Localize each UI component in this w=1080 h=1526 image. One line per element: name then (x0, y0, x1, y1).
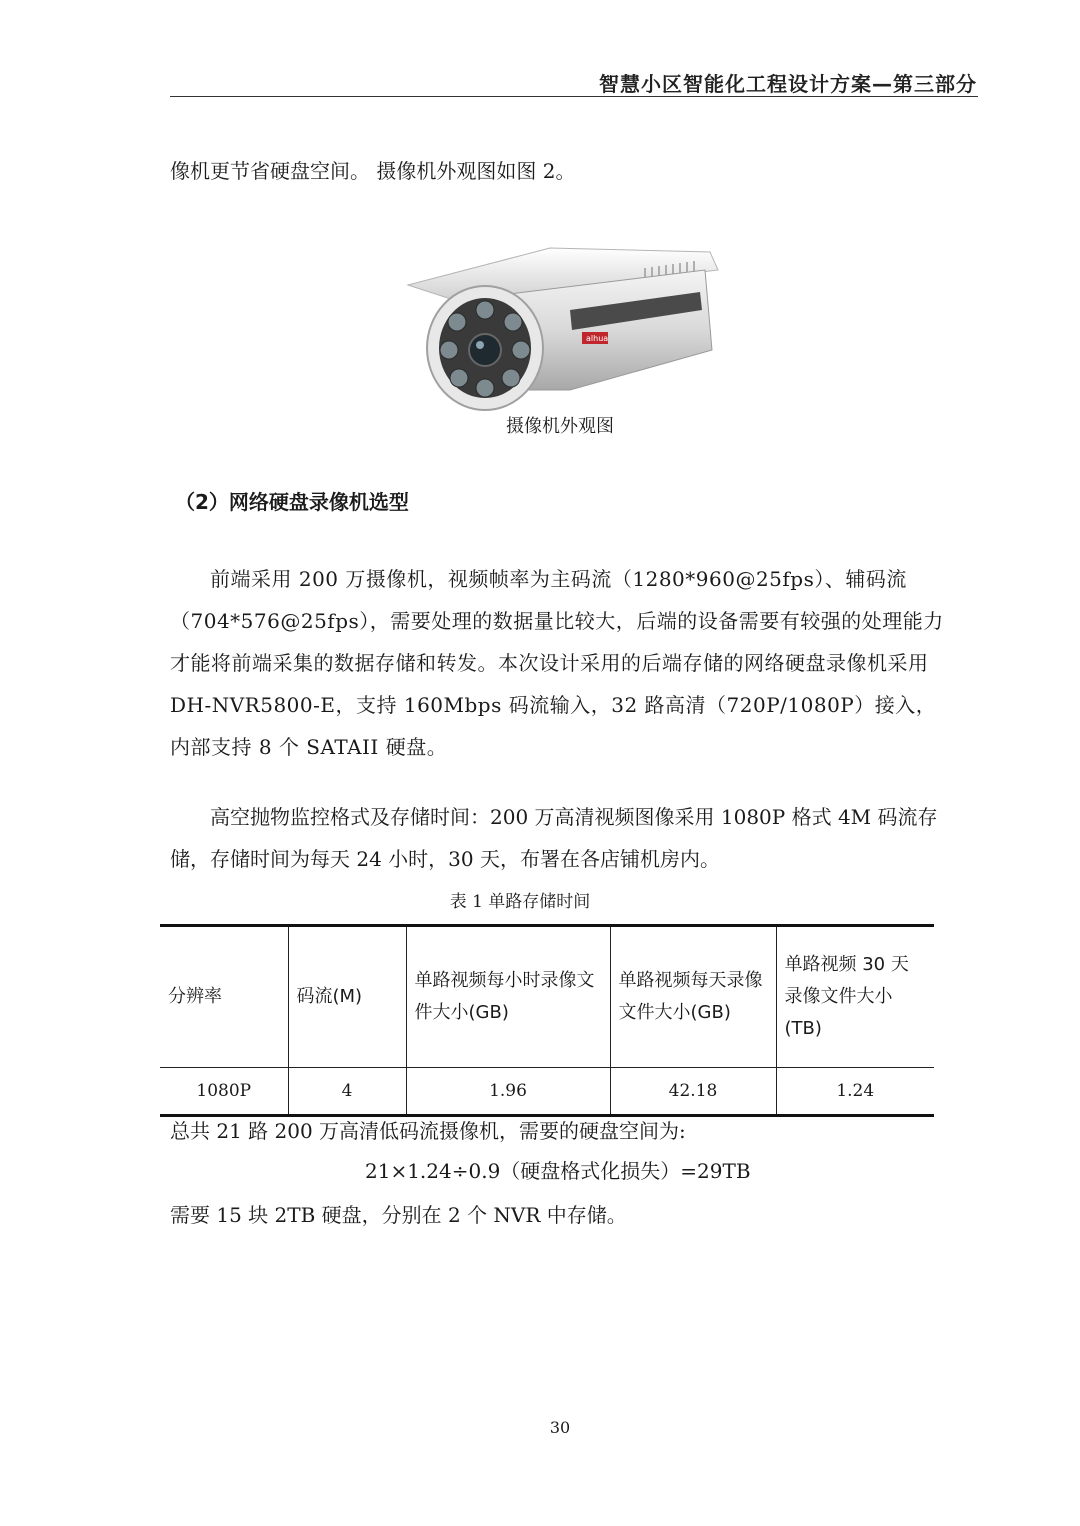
storage-time-table (160, 924, 934, 1117)
page-header-title: 智慧小区智能化工程设计方案—第三部分 (599, 72, 977, 96)
paragraph-nvr-selection: 前端采用 200 万摄像机，视频帧率为主码流（1280*960@25fps）、辅码流（704*576@25fps），需要处理的数据量比较大，后端的设备需要有较强的处理能力才能将前端采集的数据存储和转发。本次设计采用的后端存储的网络硬盘录像机采用 DH-NVR5800-E，支持 160Mbps 码流输入，32 路高清（720P/1080P）接入，内部支持 8 个 SATAII 硬盘。 (170, 567, 944, 759)
paragraph-intro: 像机更节省硬盘空间。 摄像机外观图如图 2。 (170, 159, 576, 183)
page-number: 30 (549, 1418, 571, 1437)
table-row (160, 1068, 934, 1116)
cell-30day-size: 1.24 (776, 1068, 934, 1116)
header-30day-size: 单路视频 30 天录像文件大小(TB) (776, 926, 934, 1068)
table-caption: 表 1 单路存储时间 (449, 892, 591, 912)
camera-illustration (400, 240, 730, 415)
header-hourly-size: 单路视频每小时录像文件大小(GB) (406, 926, 610, 1068)
paragraph-disk-count: 需要 15 块 2TB 硬盘，分别在 2 个 NVR 中存储。 (170, 1203, 627, 1227)
header-bitrate: 码流(M) (288, 926, 406, 1068)
header-daily-size: 单路视频每天录像文件大小(GB) (610, 926, 776, 1068)
header-resolution: 分辨率 (160, 926, 288, 1068)
paragraph-total-cameras: 总共 21 路 200 万高清低码流摄像机，需要的硬盘空间为: (170, 1119, 686, 1143)
storage-formula: 21×1.24÷0.9（硬盘格式化损失）=29TB (365, 1159, 751, 1183)
cell-bitrate: 4 (288, 1068, 406, 1116)
cell-daily-size: 42.18 (610, 1068, 776, 1116)
section-heading: （2）网络硬盘录像机选型 (175, 490, 409, 514)
camera-brand-logo: alhua (586, 334, 609, 343)
paragraph-storage-format: 高空抛物监控格式及存储时间：200 万高清视频图像采用 1080P 格式 4M 码流存储，存储时间为每天 24 小时，30 天，布署在各店铺机房内。 (170, 805, 938, 871)
cell-hourly-size: 1.96 (406, 1068, 610, 1116)
table-header-row (160, 926, 934, 1068)
header-divider (170, 96, 978, 97)
camera-figure (400, 240, 730, 415)
cell-resolution: 1080P (160, 1068, 288, 1116)
figure-caption: 摄像机外观图 (506, 416, 614, 437)
